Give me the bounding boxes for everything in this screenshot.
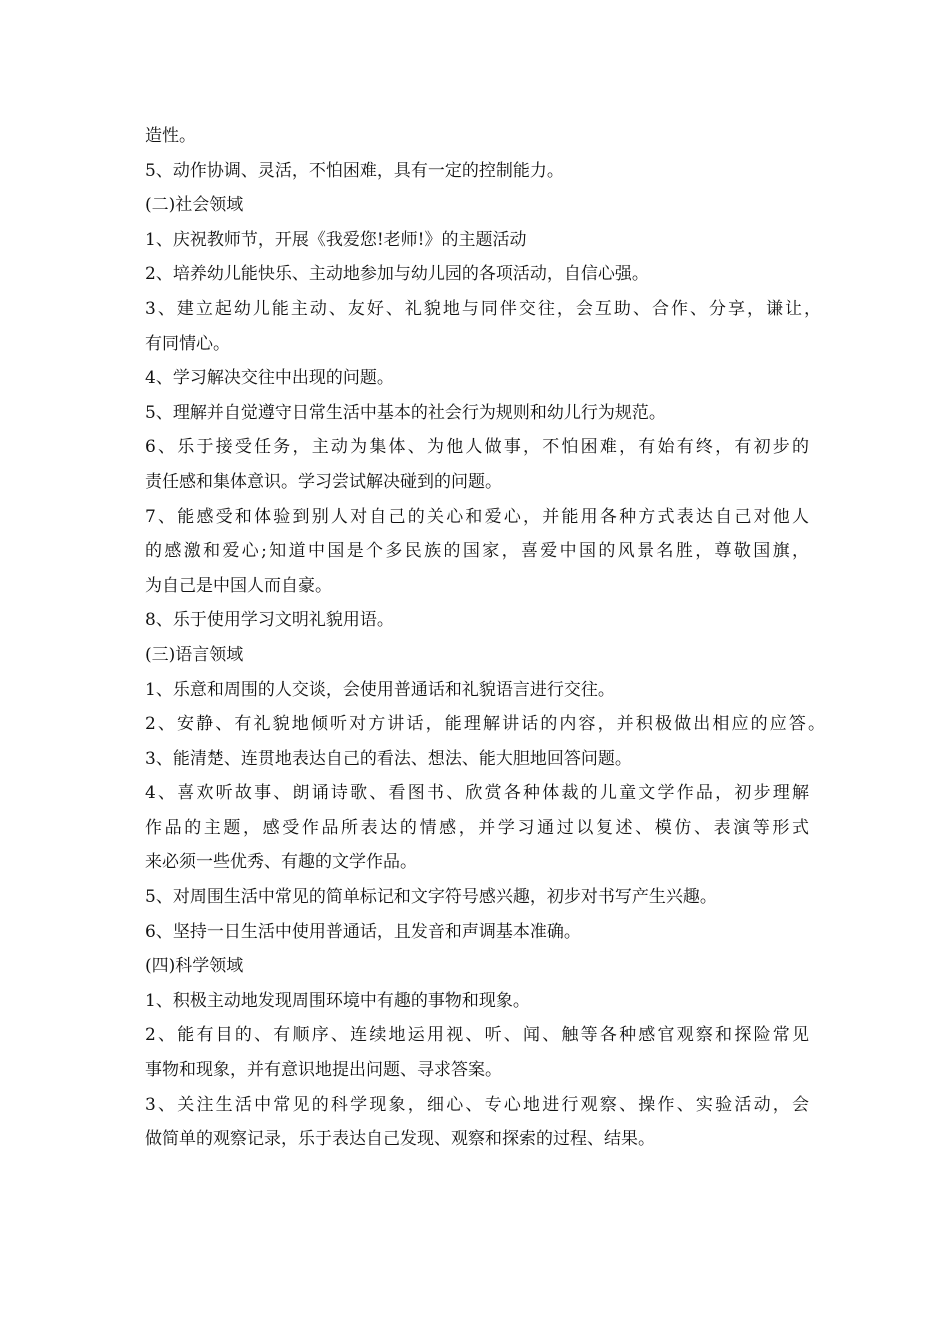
- paragraph-line: 1、积极主动地发现周围环境中有趣的事物和现象。: [145, 990, 530, 1011]
- paragraph-line: 8、乐于使用学习文明礼貌用语。: [145, 610, 394, 631]
- paragraph-line: 事物和现象，并有意识地提出问题、寻求答案。: [145, 1060, 502, 1081]
- paragraph-line: 1、庆祝教师节，开展《我爱您!老师!》的主题活动: [145, 229, 527, 250]
- paragraph-line: 来必须一些优秀、有趣的文学作品。: [145, 852, 417, 873]
- paragraph-line: 为自己是中国人而自豪。: [145, 575, 332, 596]
- document-body: [145, 119, 835, 1157]
- paragraph-line: 有同情心。: [145, 333, 230, 354]
- paragraph-line: 3、能清楚、连贯地表达自己的看法、想法、能大胆地回答问题。: [145, 748, 632, 769]
- paragraph-line: 3、建立起幼儿能主动、友好、礼貌地与同伴交往，会互助、合作、分享，谦让，: [145, 298, 821, 319]
- section-heading-social: (二)社会领域: [145, 195, 244, 216]
- paragraph-line: 5、动作协调、灵活，不怕困难，具有一定的控制能力。: [145, 160, 564, 181]
- paragraph-line: 2、安静、有礼貌地倾听对方讲话，能理解讲话的内容，并积极做出相应的应答。: [145, 714, 825, 735]
- paragraph-line: 7、能感受和体验到别人对自己的关心和爱心，并能用各种方式表达自己对他人: [145, 506, 809, 527]
- section-heading-language: (三)语言领域: [145, 644, 244, 665]
- paragraph-line: 1、乐意和周围的人交谈，会使用普通话和礼貌语言进行交往。: [145, 679, 615, 700]
- paragraph-line: 作品的主题，感受作品所表达的情感，并学习通过以复述、模仿、表演等形式: [145, 817, 809, 838]
- paragraph-line: 5、理解并自觉遵守日常生活中基本的社会行为规则和幼儿行为规范。: [145, 402, 666, 423]
- section-heading-science: (四)科学领域: [145, 956, 244, 977]
- paragraph-line: 6、乐于接受任务，主动为集体、为他人做事，不怕困难，有始有终，有初步的: [145, 437, 809, 458]
- paragraph-line: 5、对周围生活中常见的简单标记和文字符号感兴趣，初步对书写产生兴趣。: [145, 887, 717, 908]
- paragraph-line: 造性。: [145, 126, 196, 146]
- paragraph-line: 6、坚持一日生活中使用普通话，且发音和声调基本准确。: [145, 921, 581, 942]
- paragraph-line: 4、喜欢听故事、朗诵诗歌、看图书、欣赏各种体裁的儿童文学作品，初步理解: [145, 783, 809, 804]
- paragraph-line: 责任感和集体意识。学习尝试解决碰到的问题。: [145, 471, 502, 492]
- paragraph-line: 3、关注生活中常见的科学现象，细心、专心地进行观察、操作、实验活动，会: [145, 1094, 809, 1115]
- paragraph-line: 的感激和爱心;知道中国是个多民族的国家，喜爱中国的风景名胜，尊敬国旗，: [145, 541, 809, 562]
- paragraph-line: 2、能有目的、有顺序、连续地运用视、听、闻、触等各种感官观察和探险常见: [145, 1025, 809, 1046]
- paragraph-line: 4、学习解决交往中出现的问题。: [145, 368, 394, 389]
- paragraph-line: 2、培养幼儿能快乐、主动地参加与幼儿园的各项活动，自信心强。: [145, 264, 649, 285]
- paragraph-line: 做简单的观察记录，乐于表达自己发现、观察和探索的过程、结果。: [145, 1129, 655, 1150]
